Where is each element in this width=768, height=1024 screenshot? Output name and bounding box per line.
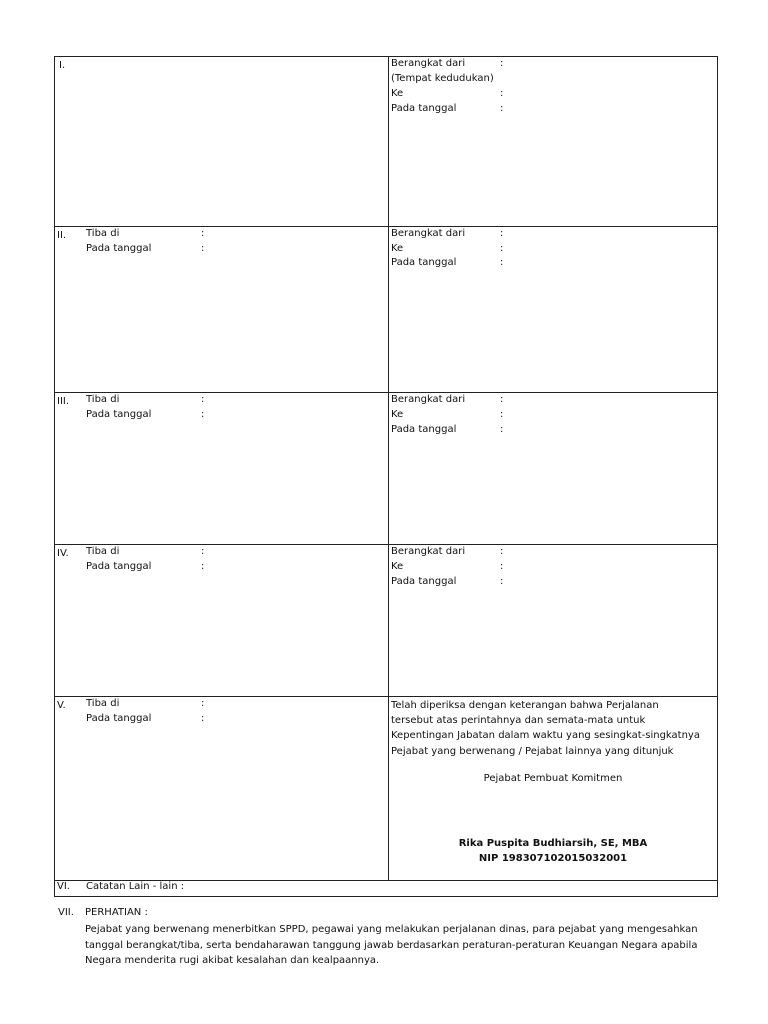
- date-label: Pada tanggal: [391, 424, 457, 435]
- arrival-cell-2: [55, 227, 389, 392]
- attention-title: PERHATIAN :: [85, 907, 148, 918]
- other-notes-label: Catatan Lain - lain :: [86, 881, 185, 892]
- date-label: Pada tanggal: [391, 103, 457, 114]
- colon: :: [500, 576, 504, 587]
- colon: :: [201, 243, 205, 254]
- departure-cell-3: [389, 393, 717, 544]
- colon: :: [201, 394, 205, 405]
- section-number: IV.: [57, 548, 69, 559]
- arrival-cell-1: [55, 57, 389, 226]
- statement-line: Kepentingan Jabatan dalam waktu yang sesingkat-singkatnya: [391, 730, 700, 742]
- colon: :: [201, 713, 205, 724]
- other-notes-row: [55, 880, 717, 896]
- arrival-cell-5: [55, 697, 389, 880]
- section-number: VI.: [57, 881, 70, 892]
- date-label: Pada tanggal: [391, 257, 457, 268]
- attention-line: tanggal berangkat/tiba, serta bendaharawan tanggung jawab berdasarkan peraturan-peraturan Keuangan Negara apabila: [85, 939, 698, 951]
- departure-from-label: Berangkat dari: [391, 228, 466, 239]
- official-title: Pejabat Pembuat Komitmen: [483, 773, 623, 784]
- section-number: VII.: [58, 907, 74, 918]
- section-row-3: [55, 392, 717, 544]
- colon: :: [201, 409, 205, 420]
- date-label: Pada tanggal: [391, 576, 457, 587]
- destination-label: Ke: [391, 243, 404, 254]
- colon: :: [201, 561, 205, 572]
- destination-label: Ke: [391, 561, 404, 572]
- destination-label: Ke: [391, 409, 404, 420]
- colon: :: [201, 546, 205, 557]
- date-label: Pada tanggal: [86, 243, 152, 254]
- section-number: III.: [57, 396, 70, 407]
- attention-line: Pejabat yang berwenang menerbitkan SPPD, pegawai yang melakukan perjalanan dinas, para pejabat yang mengesahkan: [85, 924, 698, 935]
- statement-line: Pejabat yang berwenang / Pejabat lainnya yang ditunjuk: [391, 745, 674, 757]
- date-label: Pada tanggal: [86, 561, 152, 572]
- arrival-cell-4: [55, 545, 389, 696]
- destination-label: Ke: [391, 88, 404, 99]
- date-label: Pada tanggal: [86, 713, 152, 724]
- colon: :: [500, 58, 504, 69]
- colon: :: [201, 228, 205, 239]
- colon: :: [500, 546, 504, 557]
- arrived-at-label: Tiba di: [86, 546, 120, 557]
- arrived-at-label: Tiba di: [86, 394, 120, 405]
- attention-line: Negara menderita rugi akibat kesalahan dan kealpaannya.: [85, 955, 380, 967]
- section-row-4: [55, 544, 717, 696]
- section-row-1: [55, 57, 717, 226]
- travel-document-table: [54, 56, 718, 897]
- statement-line: tersebut atas perintahnya dan semata-mata untuk: [391, 715, 646, 727]
- colon: :: [201, 698, 205, 709]
- section-row-5: [55, 696, 717, 880]
- departure-cell-1: [389, 57, 717, 226]
- departure-from-label: Berangkat dari: [391, 58, 466, 69]
- departure-cell-4: [389, 545, 717, 696]
- attention-body: [85, 922, 698, 969]
- date-label: Pada tanggal: [86, 409, 152, 420]
- statement-line: Telah diperiksa dengan keterangan bahwa Perjalanan: [391, 700, 659, 711]
- official-nip: NIP 198307102015032001: [478, 853, 628, 864]
- colon: :: [500, 228, 504, 239]
- departure-from-label: Berangkat dari: [391, 546, 466, 557]
- colon: :: [500, 103, 504, 114]
- official-name: Rika Puspita Budhiarsih, SE, MBA: [458, 838, 648, 849]
- verification-statement: [391, 698, 700, 759]
- colon: :: [500, 561, 504, 572]
- arrived-at-label: Tiba di: [86, 228, 120, 239]
- arrived-at-label: Tiba di: [86, 698, 120, 709]
- section-number: V.: [57, 700, 66, 711]
- section-number: II.: [57, 230, 67, 241]
- colon: :: [500, 257, 504, 268]
- departure-cell-2: [389, 227, 717, 392]
- section-number: I.: [59, 60, 66, 71]
- arrival-cell-3: [55, 393, 389, 544]
- colon: :: [500, 424, 504, 435]
- colon: :: [500, 243, 504, 254]
- colon: :: [500, 409, 504, 420]
- section-row-2: [55, 226, 717, 392]
- home-base-label: (Tempat kedudukan): [391, 73, 494, 84]
- colon: :: [500, 394, 504, 405]
- approval-cell: [389, 697, 717, 880]
- colon: :: [500, 88, 504, 99]
- departure-from-label: Berangkat dari: [391, 394, 466, 405]
- other-notes-cell: [55, 881, 717, 896]
